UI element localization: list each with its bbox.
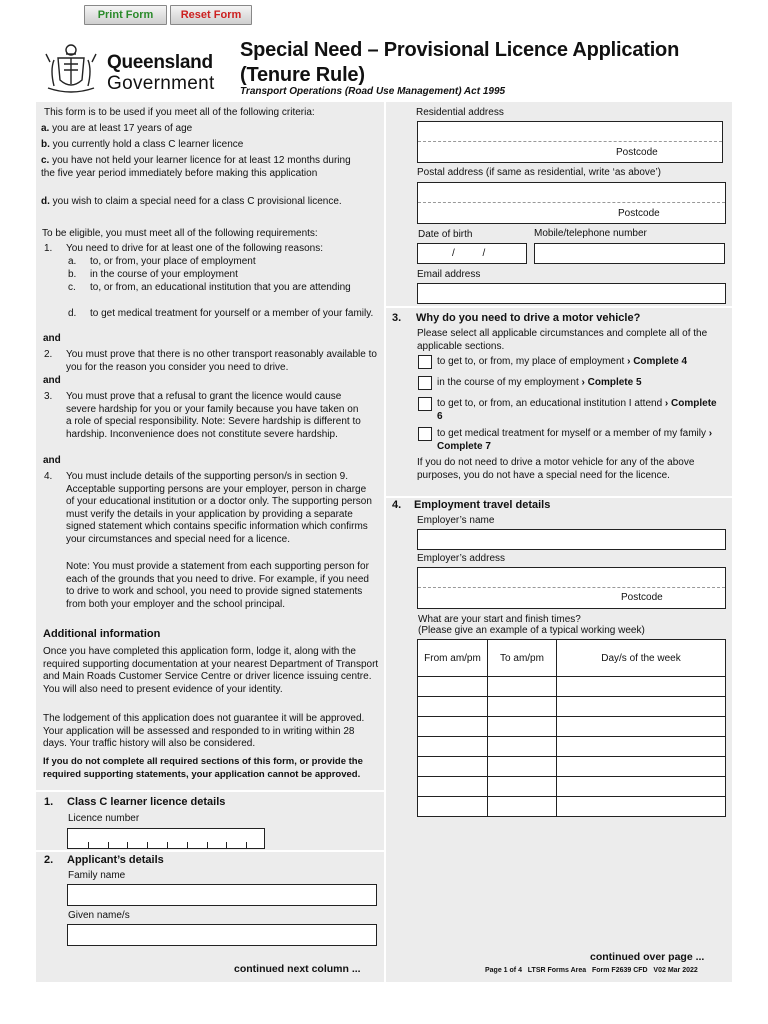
checkbox-medical-treatment[interactable]: [418, 427, 432, 441]
option-course-of-employment: in the course of my employment › Complete 5: [437, 377, 642, 388]
continued-next-column: continued next column ...: [234, 963, 361, 975]
from-cell[interactable]: [418, 677, 488, 697]
employer-address-label: Employer’s address: [417, 553, 506, 564]
licence-number-input[interactable]: [67, 828, 265, 849]
email-input[interactable]: [417, 283, 726, 304]
from-cell[interactable]: [418, 777, 488, 797]
section-1-number: 1.: [44, 796, 54, 808]
reason-item: to, or from, your place of employment: [90, 256, 256, 267]
reason-marker: c.: [68, 282, 76, 293]
dob-label: Date of birth: [418, 229, 473, 240]
from-cell[interactable]: [418, 717, 488, 737]
to-cell[interactable]: [488, 677, 557, 697]
reason-marker: b.: [68, 269, 77, 280]
employer-address-input[interactable]: [417, 567, 726, 609]
page-footer: Page 1 of 4 LTSR Forms Area Form F2639 CFD V02 Mar 2022: [485, 967, 698, 974]
requirement-3: You must prove that a refusal to grant the licence would cause severe hardship for you or your family because you have taken on a role of special responsibility. Note: Severe hardship is different to hardship. Inconvenience does not constitute severe hardship.: [66, 391, 361, 440]
from-cell[interactable]: [418, 797, 488, 817]
additional-info-warning: If you do not complete all required sections of this form, or provide the required supporting statements, your application cannot be approved.: [43, 756, 363, 780]
from-cell[interactable]: [418, 737, 488, 757]
digit-separator: [167, 842, 168, 848]
eligibility-text: To be eligible, you must meet all of the following requirements:: [42, 228, 318, 239]
family-name-input[interactable]: [67, 884, 377, 906]
coat-of-arms-icon: [42, 40, 100, 98]
section-1-title: Class C learner licence details: [67, 796, 226, 808]
section-2-number: 2.: [44, 854, 54, 866]
criteria-item: d. you wish to claim a special need for a class C provisional licence.: [41, 196, 342, 207]
requirement-2: You must prove that there is no other transport reasonably available to you for the reason you consider you need to drive.: [66, 349, 377, 373]
table-row: [418, 797, 726, 817]
checkbox-course-of-employment[interactable]: [418, 376, 432, 390]
government-logo: Queensland Government: [107, 52, 215, 94]
postal-address-input[interactable]: [417, 182, 726, 224]
days-cell[interactable]: [557, 677, 726, 697]
section-4-title: Employment travel details: [414, 499, 551, 511]
section-3-intro: Please select all applicable circumstances and complete all of the applicable sections.: [417, 328, 708, 352]
address-divider: [418, 587, 725, 588]
postcode-label: Postcode: [621, 592, 663, 603]
residential-address-input[interactable]: [417, 121, 723, 163]
digit-separator: [187, 842, 188, 848]
form-title: Special Need – Provisional Licence Application (Tenure Rule): [240, 39, 680, 86]
residential-address-label: Residential address: [416, 107, 504, 118]
dob-separators: / /: [452, 248, 486, 259]
digit-separator: [108, 842, 109, 848]
given-names-label: Given name/s: [68, 910, 130, 921]
option-education-travel: to get to, or from, an educational institution I attend › Complete 6: [437, 398, 717, 422]
mobile-input[interactable]: [534, 243, 725, 264]
criteria-item: a. you are at least 17 years of age: [41, 123, 193, 134]
additional-info-2: The lodgement of this application does not guarantee it will be approved. Your application will be assessed and responded to in writing within 28 days. Your traffic history will also be considered.: [43, 713, 365, 750]
and-label: and: [43, 333, 61, 344]
employer-name-input[interactable]: [417, 529, 726, 550]
digit-separator: [207, 842, 208, 848]
and-label: and: [43, 455, 61, 466]
mobile-label: Mobile/telephone number: [534, 228, 647, 239]
family-name-label: Family name: [68, 870, 126, 881]
additional-info-1: Once you have completed this application form, lodge it, along with the required supporting documentation at your nearest Department of Transport and Main Roads Customer Service Centre or driver licence issuing centre. You will also need to present evidence of your identity.: [43, 646, 379, 695]
reason-item: to get medical treatment for yourself or a member of your family.: [90, 308, 374, 319]
section-3-number: 3.: [392, 312, 402, 324]
address-divider: [418, 202, 725, 203]
continued-over-page: continued over page ...: [590, 951, 705, 963]
requirement-4: You must include details of the supporting person/s in section 9. Acceptable supporting persons are your employer, person in charge of your educational institution or a doctor only. The supporting person must verify the details in your application by providing a separate signed statement which contains specific information which confirms your circumstances and special need for a licence.: [66, 471, 372, 545]
act-reference: Transport Operations (Road Use Management) Act 1995: [240, 86, 506, 97]
option-medical-treatment: to get medical treatment for myself or a member of my family › Complete 7: [437, 428, 713, 452]
table-row: [418, 777, 726, 797]
intro-text: This form is to be used if you meet all of the following criteria:: [44, 107, 315, 118]
checkbox-education-travel[interactable]: [418, 397, 432, 411]
from-cell[interactable]: [418, 757, 488, 777]
from-cell[interactable]: [418, 697, 488, 717]
section-4-number: 4.: [392, 499, 402, 511]
section-2-title: Applicant’s details: [67, 854, 164, 866]
address-divider: [418, 141, 722, 142]
reason-item: to, or from, an educational institution that you are attending: [90, 282, 351, 293]
working-hours-table: [417, 639, 726, 817]
times-question: What are your start and finish times?: [418, 614, 581, 625]
table-row: [418, 717, 726, 737]
table-row: [418, 737, 726, 757]
digit-separator: [147, 842, 148, 848]
digit-separator: [88, 842, 89, 848]
email-label: Email address: [417, 269, 481, 280]
days-cell[interactable]: [557, 697, 726, 717]
criteria-item: c. you have not held your learner licence for at least 12 months during the five year period immediately before making this application: [41, 155, 351, 179]
print-form-button[interactable]: Print Form: [84, 5, 167, 25]
reason-item: in the course of your employment: [90, 269, 238, 280]
employer-name-label: Employer’s name: [417, 515, 495, 526]
reason-marker: a.: [68, 256, 77, 267]
requirement-1: You need to drive for at least one of the following reasons:: [66, 243, 324, 254]
table-row: [418, 677, 726, 697]
postcode-label: Postcode: [618, 208, 660, 219]
to-cell[interactable]: [488, 777, 557, 797]
days-cell[interactable]: [557, 757, 726, 777]
days-cell[interactable]: [557, 717, 726, 737]
criteria-item: b. you currently hold a class C learner licence: [41, 139, 244, 150]
col-from: From am/pm: [418, 640, 488, 677]
digit-separator: [127, 842, 128, 848]
postcode-label: Postcode: [616, 147, 658, 158]
to-cell[interactable]: [488, 697, 557, 717]
reason-marker: d.: [68, 308, 77, 319]
table-row: [418, 697, 726, 717]
section-3-title: Why do you need to drive a motor vehicle?: [416, 312, 641, 324]
times-hint: (Please give an example of a typical working week): [418, 625, 645, 636]
table-row: [418, 757, 726, 777]
given-names-input[interactable]: [67, 924, 377, 946]
and-label: and: [43, 375, 61, 386]
to-cell[interactable]: [488, 737, 557, 757]
checkbox-employment-travel[interactable]: [418, 355, 432, 369]
digit-separator: [226, 842, 227, 848]
to-cell[interactable]: [488, 757, 557, 777]
digit-separator: [246, 842, 247, 848]
postal-address-label: Postal address (if same as residential, write ‘as above’): [417, 167, 661, 178]
col-days: Day/s of the week: [557, 640, 726, 677]
requirement-4-note: Note: You must provide a statement from each supporting person for each of the grounds that you need to drive. For example, if you need to drive to work and school, you need to provide signed statements from both your employer and the school principal.: [66, 561, 369, 610]
reset-form-button[interactable]: Reset Form: [170, 5, 252, 25]
days-cell[interactable]: [557, 797, 726, 817]
to-cell[interactable]: [488, 717, 557, 737]
option-employment-travel: to get to, or from, my place of employment › Complete 4: [437, 356, 688, 367]
licence-number-label: Licence number: [68, 813, 140, 824]
additional-info-heading: Additional information: [43, 628, 161, 640]
days-cell[interactable]: [557, 737, 726, 757]
to-cell[interactable]: [488, 797, 557, 817]
days-cell[interactable]: [557, 777, 726, 797]
col-to: To am/pm: [488, 640, 557, 677]
section-3-note: If you do not need to drive a motor vehicle for any of the above purposes, you do not have a special need for the licence.: [417, 457, 695, 481]
